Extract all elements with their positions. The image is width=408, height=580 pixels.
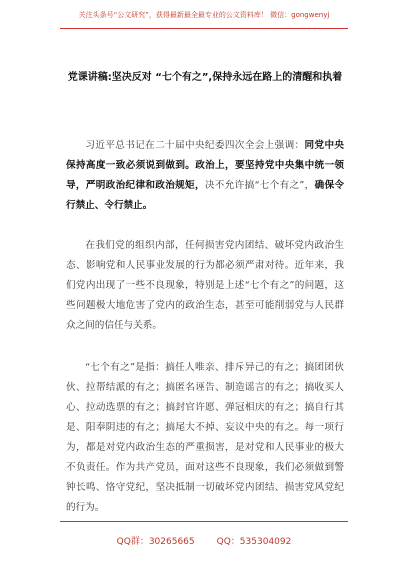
paragraph-3 xyxy=(66,358,344,518)
paragraph-1-text-2: 决不允许搞“七个有之”， xyxy=(204,180,315,191)
header-note: 关注头条号“公文研究”，获得最新最全最专业的公文资料库！ 微信：gongwenyj xyxy=(78,11,330,19)
footer xyxy=(0,534,408,547)
footer-divider xyxy=(60,521,348,522)
document-title: 党课讲稿:坚决反对 “七个有之”,保持永远在路上的清醒和执着 xyxy=(67,72,343,83)
paragraph-1-text-1: 习近平总书记在二十届中央纪委四次全会上强调： xyxy=(85,140,305,151)
footer-qq: QQ：535304092 xyxy=(216,537,292,547)
paragraph-2-text: 在我们党的组织内部，任何损害党内团结、破坏党内政治生态、影响党和人民事业发展的行为都必须严肃对待。近年来，我们党内出现了一些不良现象，特别是上述“七个有之”的问题，这些问题极大地危害了党内的政治生态，甚至可能削弱党与人民群众之间的信任与关系。 xyxy=(66,240,344,331)
paragraph-3-text: “七个有之”是指：搞任人唯亲、排斥异己的有之；搞团团伙伙、拉帮结派的有之；搞匿名诬告、制造谣言的有之；搞收买人心、拉动选票的有之；搞封官许愿、弹冠相庆的有之；搞自行其是、阳奉阴违的有之；搞尾大不掉、妄议中央的有之。每一项行为，都是对党内政治生态的严重损害，是对党和人民事业的极大不负责任。作为共产党员，面对这些不良现象，我们必须做到警钟长鸣、恪守党纪，坚决抵制一切破坏党内团结、损害党风党纪的行为。 xyxy=(66,362,344,513)
footer-qq-group: QQ群：30265665 xyxy=(116,537,195,547)
header-divider xyxy=(60,28,348,29)
paragraph-2 xyxy=(66,236,344,336)
paragraph-1-bold-1: 同党中央保持高度一致必须说到做到。政治上，要坚持党中央集中统一领导，严明政治纪律和政治规矩， xyxy=(66,140,345,191)
paragraph-1-bold-2: 确保令行禁止、令行禁止。 xyxy=(66,180,344,211)
paragraph-1 xyxy=(66,136,344,216)
